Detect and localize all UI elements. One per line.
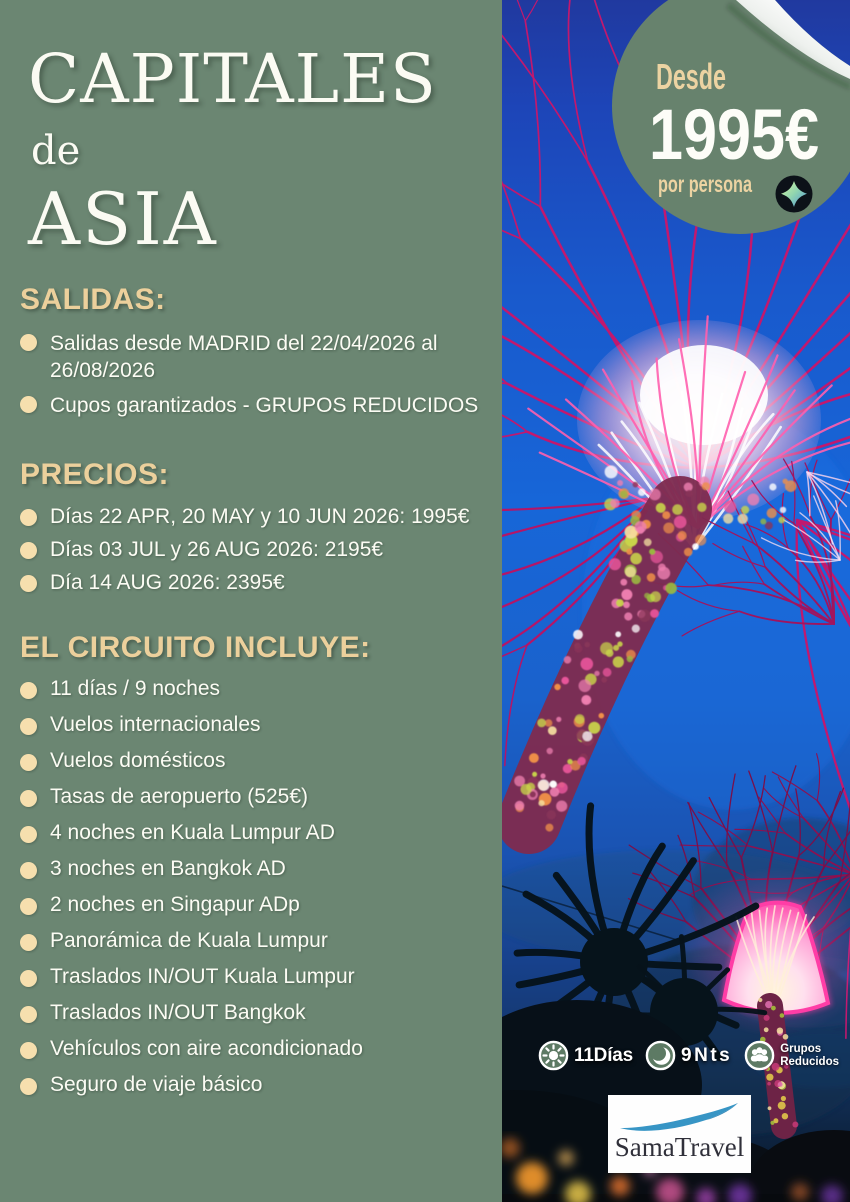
sun-icon: [538, 1040, 569, 1071]
bullet-dot: [20, 542, 37, 559]
title-line-capitales: CAPITALES: [28, 40, 437, 118]
bullet-text: Traslados IN/OUT Bangkok: [50, 1001, 306, 1024]
bullet-text: 2 noches en Singapur ADp: [50, 893, 300, 916]
group-icon: [744, 1040, 775, 1071]
bullet-dot: [20, 1078, 37, 1095]
bullet-dot: [20, 754, 37, 771]
bullet-dot: [20, 934, 37, 951]
logo-box: [608, 1095, 751, 1173]
bullet-dot: [20, 790, 37, 807]
bullet-item: [20, 1074, 482, 1096]
bullet-item: [20, 858, 482, 880]
badge-prefix: Desde: [656, 56, 726, 97]
trip-info-badges: [538, 1040, 839, 1071]
section-circuito-incluye: [20, 631, 482, 1110]
section-salidas: [20, 283, 482, 427]
bullet-text: Cupos garantizados - GRUPOS REDUCIDOS: [50, 394, 479, 417]
logo-swoosh-icon: [614, 1098, 745, 1136]
bullet-text: Tasas de aeropuerto (525€): [50, 785, 308, 808]
badge-price: 1995€: [649, 96, 819, 175]
bullet-item: [20, 822, 482, 844]
section-heading: PRECIOS:: [20, 458, 170, 491]
section-precios: [20, 458, 482, 604]
bullet-text: 11 días / 9 noches: [50, 677, 221, 700]
nights-label: 9Nts: [681, 1044, 733, 1066]
bullet-item: [20, 392, 482, 419]
bullet-item: [20, 966, 482, 988]
days-label: 11Días: [574, 1044, 634, 1066]
bullet-item: [20, 538, 482, 562]
sparkle-star-icon: [776, 176, 813, 213]
bullet-text: Días 03 JUL y 26 AUG 2026: 2195€: [50, 538, 384, 561]
groups-label-line2: Reducidos: [780, 1055, 840, 1068]
groups-label: [780, 1043, 839, 1068]
bullet-item: [20, 930, 482, 952]
bullet-dot: [20, 1006, 37, 1023]
bullet-text: 3 noches en Bangkok AD: [50, 857, 286, 880]
bullet-dot: [20, 862, 37, 879]
bullet-dot: [20, 682, 37, 699]
bullet-item: [20, 750, 482, 772]
bullet-text: Seguro de viaje básico: [50, 1073, 263, 1096]
precios-list: [20, 505, 482, 595]
title-line-de: de: [31, 128, 81, 174]
badge-suffix: por persona: [658, 171, 753, 197]
logo-text: SamaTravel: [614, 1132, 745, 1162]
poster-title: [28, 40, 437, 261]
section-heading: SALIDAS:: [20, 283, 166, 316]
bullet-dot: [20, 396, 37, 413]
bullet-dot: [20, 718, 37, 735]
days-badge: [538, 1040, 633, 1071]
salidas-list: [20, 330, 482, 419]
price-badge: [598, 0, 850, 246]
bullet-item: [20, 505, 482, 529]
nights-badge: [645, 1040, 732, 1071]
bullet-text: Vuelos internacionales: [50, 713, 261, 736]
bullet-text: Días 22 APR, 20 MAY y 10 JUN 2026: 1995€: [50, 505, 470, 528]
bullet-text: Salidas desde MADRID del 22/04/2026 al 26/08/2026: [50, 332, 438, 382]
bullet-text: Vuelos domésticos: [50, 749, 226, 772]
bullet-item: [20, 1038, 482, 1060]
bullet-dot: [20, 898, 37, 915]
bullet-text: Día 14 AUG 2026: 2395€: [50, 571, 285, 594]
bullet-dot: [20, 334, 37, 351]
bullet-item: [20, 1002, 482, 1024]
bullet-item: [20, 678, 482, 700]
bullet-dot: [20, 826, 37, 843]
bullet-text: Vehículos con aire acondicionado: [50, 1037, 363, 1060]
incluye-list: [20, 678, 482, 1096]
bullet-item: [20, 894, 482, 916]
section-heading: EL CIRCUITO INCLUYE:: [20, 631, 371, 664]
title-line-asia: ASIA: [28, 177, 218, 261]
bullet-text: Panorámica de Kuala Lumpur: [50, 929, 328, 952]
bullet-dot: [20, 575, 37, 592]
bullet-item: [20, 714, 482, 736]
bullet-item: [20, 786, 482, 808]
bullet-dot: [20, 1042, 37, 1059]
bullet-dot: [20, 970, 37, 987]
bullet-item: [20, 330, 482, 384]
bullet-dot: [20, 509, 37, 526]
moon-icon: [645, 1040, 676, 1071]
bullet-text: 4 noches en Kuala Lumpur AD: [50, 821, 335, 844]
groups-label-line1: Grupos: [780, 1043, 822, 1055]
groups-badge: [744, 1040, 839, 1071]
bullet-item: [20, 571, 482, 595]
bullet-text: Traslados IN/OUT Kuala Lumpur: [50, 965, 355, 988]
